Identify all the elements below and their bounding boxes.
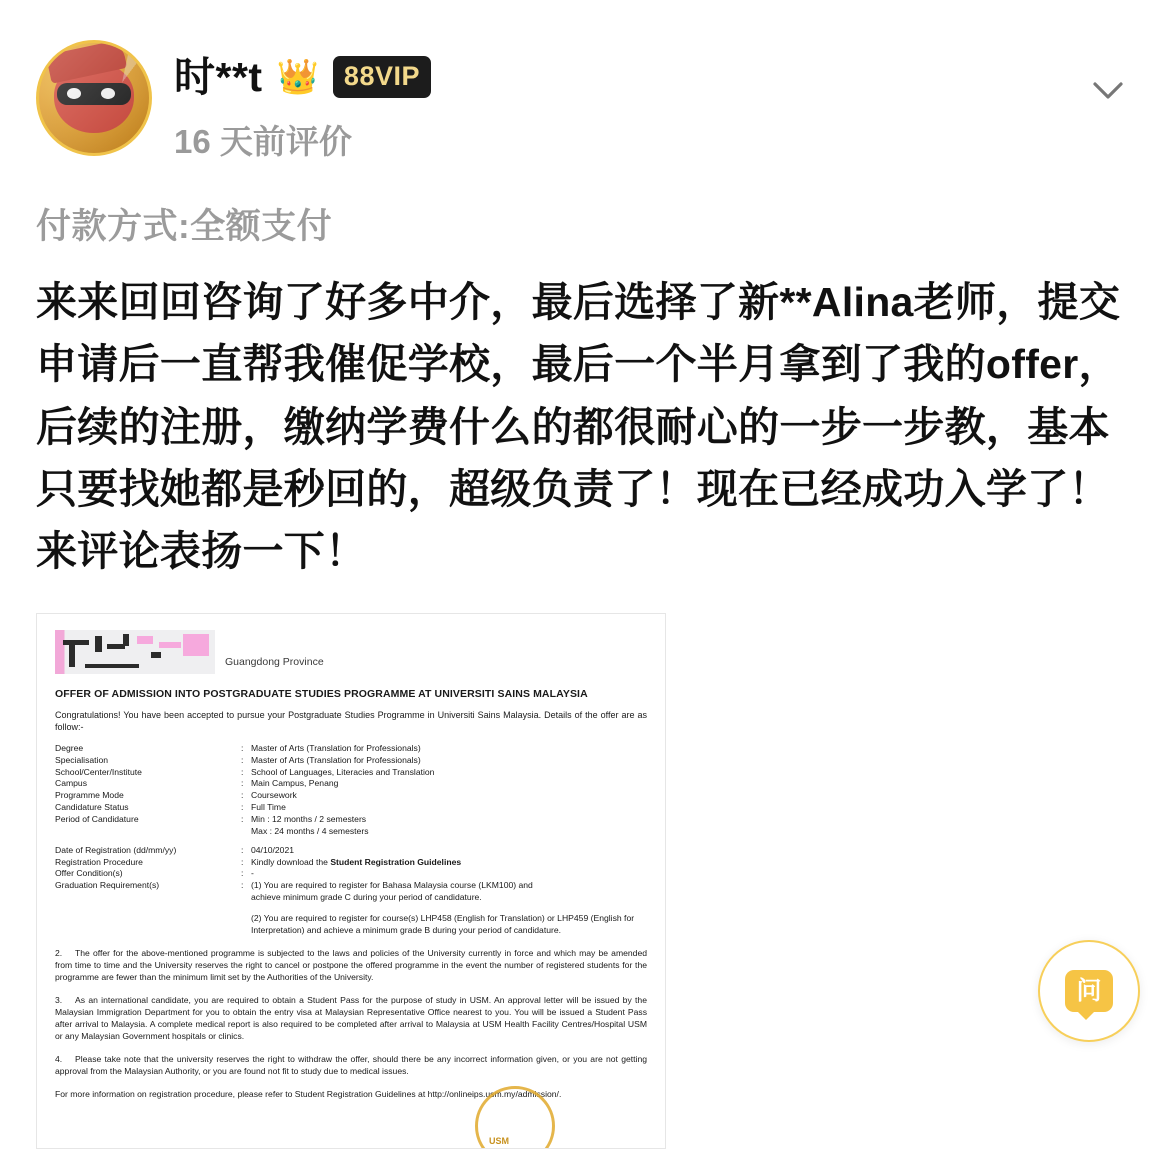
document-province-label: Guangdong Province	[225, 655, 324, 668]
attached-offer-letter-image[interactable]	[36, 613, 666, 1149]
clause-text: Please take note that the university reserves the right to withdraw the offer, should there be any incorrect information given, or you are not getting approval from the Malaysian Authority, or you are found not fit to study due to medical issues.	[55, 1054, 647, 1077]
ask-assistant-button[interactable]	[1038, 940, 1140, 1042]
document-logo-row	[55, 630, 647, 678]
user-identity-row	[174, 53, 431, 100]
field-key: Graduation Requirement(s)	[55, 880, 160, 891]
chevron-down-icon[interactable]	[1086, 68, 1130, 112]
document-clause	[55, 947, 647, 983]
field-colon: :	[241, 856, 244, 867]
field-value: 04/10/2021	[251, 844, 295, 855]
table-row	[55, 767, 647, 779]
document-clause	[55, 994, 647, 1042]
field-colon: :	[241, 844, 244, 855]
crown-icon: 👑	[276, 58, 319, 96]
stamp-label: USM	[489, 1135, 509, 1146]
clause-text: The offer for the above-mentioned programme is subjected to the laws and policies of the University currently in force and which may be amended from time to time and the University reserves the right to cancel or postpone the offered programme in the event the number of registered students for the programme are fewer than the minimum limit set by the Authorities of the University.	[55, 948, 647, 983]
field-colon: :	[241, 802, 244, 813]
document-details-table	[55, 743, 647, 936]
review-timestamp: 16 天前评价	[174, 123, 352, 160]
payment-method-label: 付款方式:全额支付	[36, 207, 333, 246]
registration-guidelines-link[interactable]: Student Registration Guidelines	[330, 856, 462, 867]
field-colon: :	[241, 754, 244, 765]
document-intro: Congratulations! You have been accepted to pursue your Postgraduate Studies Programme in Universiti Sains Malaysia. Details of the offer are as follow:-	[55, 709, 647, 732]
table-row	[55, 868, 647, 880]
field-colon: :	[241, 814, 244, 824]
field-key: Offer Condition(s)	[55, 868, 123, 879]
university-logo-icon	[55, 630, 215, 674]
field-colon: :	[241, 778, 244, 789]
field-key: Programme Mode	[55, 790, 124, 801]
table-row	[55, 845, 647, 857]
period-second-line: Max : 24 months / 4 semesters	[251, 825, 369, 836]
ask-button-label: 问	[1076, 976, 1102, 1005]
graduation-requirement-line2: achieve minimum grade C during your period of candidature.	[251, 892, 482, 903]
document-clause	[55, 1053, 647, 1077]
clause-number: 3.	[55, 995, 63, 1006]
document-inner	[37, 614, 665, 1101]
clause-text: As an international candidate, you are required to obtain a Student Pass for the purpose of study in USM. An approval letter will be issued by the Malaysian Immigration Department for you to obtain the entry visa at Malaysian Representative Office nearest to you. You will be issued a Student Pass after arrival to Malaysia. A complete medical report is also required to be completed after arrival to Malaysia at USM Health Facility Centres/Hospital USM or any Malaysian Government hospitals or clinics.	[55, 995, 647, 1042]
field-value: Master of Arts (Translation for Professionals)	[251, 742, 421, 753]
field-value: -	[251, 868, 254, 879]
field-value-text: Kindly download the	[251, 856, 331, 867]
table-row	[55, 857, 647, 869]
user-name: 时**t	[174, 53, 263, 100]
field-key: Candidature Status	[55, 802, 129, 813]
field-key: School/Center/Institute	[55, 766, 142, 777]
table-row	[55, 790, 647, 802]
field-value: Coursework	[251, 790, 297, 801]
chat-bubble-icon	[1065, 970, 1113, 1012]
avatar[interactable]	[36, 40, 152, 156]
field-colon: :	[241, 790, 244, 801]
field-colon: :	[241, 742, 244, 753]
status-badge: 88VIP	[333, 56, 431, 98]
field-colon: :	[241, 766, 244, 777]
document-title: OFFER OF ADMISSION INTO POSTGRADUATE STUDIES PROGRAMME AT UNIVERSITI SAINS MALAYSIA	[55, 687, 588, 700]
graduation-requirement-note: (2) You are required to register for course(s) LHP458 (English for Translation) or LHP459 (English for Interpretation) and achieve a minimum grade B during your period of candidature.	[251, 913, 635, 936]
table-row	[55, 880, 647, 892]
field-value: Master of Arts (Translation for Professionals)	[251, 754, 421, 765]
table-row	[55, 802, 647, 814]
field-key: Campus	[55, 778, 87, 789]
review-content: 来来回回咨询了好多中介，最后选择了新**Alina老师，提交申请后一直帮我催促学校，最后一个半月拿到了我的offer，后续的注册，缴纳学费什么的都很耐心的一步一步教，基本只要找她都是秒回的，超级负责了！现在已经成功入学了！来评论表扬一下！	[36, 279, 1121, 575]
document-footer: For more information on registration procedure, please refer to Student Registration Guidelines at http://onlineips.usm.my/admission/.	[55, 1089, 562, 1100]
table-row	[55, 743, 647, 755]
avatar-shading	[39, 43, 149, 153]
field-value: Full Time	[251, 802, 286, 813]
field-key: Date of Registration (dd/mm/yy)	[55, 844, 177, 855]
table-row	[55, 814, 647, 826]
field-colon: :	[241, 880, 244, 891]
field-value	[251, 857, 647, 869]
review-header	[36, 40, 1134, 163]
table-row	[55, 755, 647, 767]
field-value: Main Campus, Penang	[251, 778, 339, 789]
field-key: Period of Candidature	[55, 814, 139, 824]
field-value: School of Languages, Literacies and Translation	[251, 766, 435, 777]
clause-number: 2.	[55, 948, 63, 959]
field-value: (1) You are required to register for Bahasa Malaysia course (LKM100) and	[251, 880, 533, 891]
clause-number: 4.	[55, 1054, 63, 1065]
field-colon: :	[241, 868, 244, 879]
field-key: Registration Procedure	[55, 856, 143, 867]
field-key: Degree	[55, 742, 84, 753]
table-row	[55, 778, 647, 790]
field-key: Specialisation	[55, 754, 109, 765]
header-text	[174, 40, 431, 163]
field-value: Min : 12 months / 2 semesters	[251, 814, 367, 824]
